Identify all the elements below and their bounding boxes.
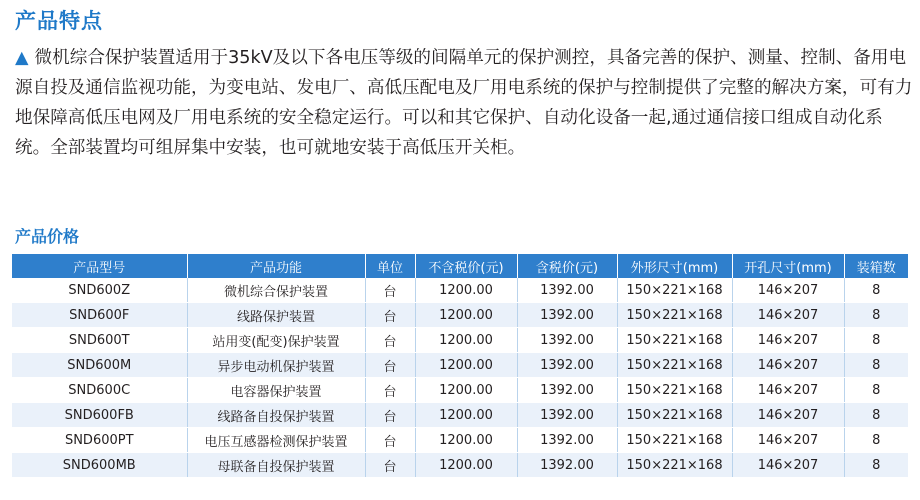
header-dimensions: 外形尺寸(mm) [617,254,732,278]
cell-model: SND600C [12,378,187,403]
table-row [12,453,908,478]
cell-dimensions: 150×221×168 [617,278,732,303]
triangle-bullet-icon: ▲ [15,48,29,68]
cell-unit: 台 [365,428,415,453]
table-row [12,428,908,453]
cell-dimensions: 150×221×168 [617,403,732,428]
features-text: 微机综合保护装置适用于35kV及以下各电压等级的间隔单元的保护测控，具备完善的保护、测量、控制、备用电源自投及通信监视功能，为变电站、发电厂、高低压配电及厂用电系统的保护与控制提供了完整的解决方案，可有力地保障高低压电网及厂用电系统的安全稳定运行。可以和其它保护、自动化设备一起,通过通信接口组成自动化系统。全部装置均可组屏集中安装，也可就地安装于高低压开关柜。 [15,48,913,158]
cell-dimensions: 150×221×168 [617,378,732,403]
cell-price-incl-tax: 1392.00 [517,278,617,303]
cell-unit: 台 [365,303,415,328]
cell-unit: 台 [365,278,415,303]
table-row [12,278,908,303]
cell-pack-qty: 8 [844,303,908,328]
cell-dimensions: 150×221×168 [617,428,732,453]
header-function: 产品功能 [187,254,365,278]
cell-model: SND600FB [12,403,187,428]
header-price-excl-tax: 不含税价(元) [415,254,517,278]
cell-pack-qty: 8 [844,403,908,428]
cell-function: 电压互感器检测保护装置 [187,428,365,453]
cell-price-incl-tax: 1392.00 [517,453,617,478]
cell-cutout: 146×207 [732,328,844,353]
cell-model: SND600Z [12,278,187,303]
cell-function: 微机综合保护装置 [187,278,365,303]
cell-pack-qty: 8 [844,378,908,403]
cell-pack-qty: 8 [844,353,908,378]
features-title: 产品特点 [15,9,103,33]
cell-price-excl-tax: 1200.00 [415,278,517,303]
cell-unit: 台 [365,378,415,403]
cell-unit: 台 [365,403,415,428]
header-price-incl-tax: 含税价(元) [517,254,617,278]
cell-function: 站用变(配变)保护装置 [187,328,365,353]
cell-price-incl-tax: 1392.00 [517,378,617,403]
cell-pack-qty: 8 [844,328,908,353]
table-row [12,403,908,428]
cell-function: 电容器保护装置 [187,378,365,403]
cell-price-excl-tax: 1200.00 [415,303,517,328]
table-header-row [12,254,908,278]
cell-price-excl-tax: 1200.00 [415,428,517,453]
features-paragraph [15,43,915,163]
cell-cutout: 146×207 [732,403,844,428]
cell-cutout: 146×207 [732,353,844,378]
cell-price-incl-tax: 1392.00 [517,328,617,353]
cell-pack-qty: 8 [844,453,908,478]
cell-price-excl-tax: 1200.00 [415,328,517,353]
cell-function: 母联备自投保护装置 [187,453,365,478]
cell-model: SND600M [12,353,187,378]
cell-unit: 台 [365,353,415,378]
header-cutout: 开孔尺寸(mm) [732,254,844,278]
cell-price-incl-tax: 1392.00 [517,428,617,453]
cell-pack-qty: 8 [844,428,908,453]
cell-model: SND600PT [12,428,187,453]
cell-price-excl-tax: 1200.00 [415,453,517,478]
cell-dimensions: 150×221×168 [617,353,732,378]
cell-function: 异步电动机保护装置 [187,353,365,378]
header-model: 产品型号 [12,254,187,278]
cell-cutout: 146×207 [732,278,844,303]
table-row [12,303,908,328]
cell-unit: 台 [365,453,415,478]
cell-pack-qty: 8 [844,278,908,303]
header-unit: 单位 [365,254,415,278]
cell-cutout: 146×207 [732,428,844,453]
cell-price-incl-tax: 1392.00 [517,303,617,328]
table-row [12,328,908,353]
cell-function: 线路保护装置 [187,303,365,328]
cell-function: 线路备自投保护装置 [187,403,365,428]
pricing-title: 产品价格 [15,227,80,246]
cell-price-incl-tax: 1392.00 [517,403,617,428]
cell-cutout: 146×207 [732,378,844,403]
price-table [12,254,908,478]
cell-unit: 台 [365,328,415,353]
cell-price-excl-tax: 1200.00 [415,378,517,403]
cell-cutout: 146×207 [732,303,844,328]
cell-dimensions: 150×221×168 [617,303,732,328]
cell-price-excl-tax: 1200.00 [415,403,517,428]
cell-price-incl-tax: 1392.00 [517,353,617,378]
cell-dimensions: 150×221×168 [617,328,732,353]
cell-model: SND600MB [12,453,187,478]
cell-cutout: 146×207 [732,453,844,478]
cell-dimensions: 150×221×168 [617,453,732,478]
header-pack-qty: 装箱数 [844,254,908,278]
table-row [12,378,908,403]
cell-price-excl-tax: 1200.00 [415,353,517,378]
cell-model: SND600T [12,328,187,353]
cell-model: SND600F [12,303,187,328]
table-row [12,353,908,378]
